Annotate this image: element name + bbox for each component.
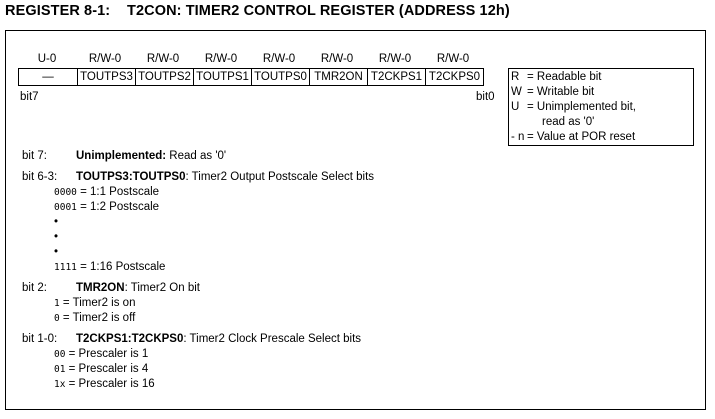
- register-bit-row: [18, 68, 484, 86]
- value-code: 1: [54, 298, 60, 309]
- access-bit2: R/W-0: [320, 53, 354, 65]
- desc-bit7-name: Unimplemented:: [76, 150, 167, 162]
- legend-writable: [511, 86, 594, 98]
- ellipsis-dot: •: [54, 246, 59, 258]
- legend-w-key: W: [511, 86, 522, 98]
- desc-bit1-0-name: T2CKPS1:T2CKPS0: [76, 333, 184, 345]
- access-bit4: R/W-0: [204, 53, 238, 65]
- value-text: = Timer2 is off: [59, 312, 136, 324]
- register-number: REGISTER 8-1:: [5, 3, 111, 19]
- bit4-cell: TOUTPS1: [193, 69, 251, 85]
- value-code: 0000: [54, 187, 77, 198]
- legend-w-text: = Writable bit: [527, 86, 595, 98]
- value-code: 1111: [54, 262, 77, 273]
- desc-bit2-body: [76, 282, 200, 294]
- desc-bit6-3-name: TOUTPS3:TOUTPS0: [76, 171, 186, 183]
- bit1-cell: T2CKPS1: [367, 69, 425, 85]
- value-code: 00: [54, 349, 66, 360]
- legend-readable: [511, 71, 602, 83]
- value-code: 0: [54, 313, 60, 324]
- desc-bit6-3-value-1111: [54, 261, 165, 273]
- legend-u-text-cont: read as '0': [542, 116, 595, 128]
- access-bit0: R/W-0: [436, 53, 470, 65]
- legend-unimplemented: [511, 101, 636, 113]
- desc-bit6-3-value-0001: [54, 201, 159, 213]
- bit7-cell: —: [42, 71, 54, 83]
- legend-n-text: = Value at POR reset: [527, 131, 636, 143]
- msb-label: bit7: [20, 91, 39, 103]
- desc-bit1-0-text: : Timer2 Clock Prescale Select bits: [183, 333, 362, 345]
- desc-bit2-text: : Timer2 On bit: [124, 282, 200, 294]
- desc-bit1-0-value-00: [54, 348, 148, 360]
- value-text: = Prescaler is 4: [65, 363, 149, 375]
- value-text: = Timer2 is on: [59, 297, 136, 309]
- register-title: [5, 3, 510, 19]
- desc-bit6-3-value-0000: [54, 186, 159, 198]
- desc-bit1-0-label: bit 1-0:: [22, 333, 58, 345]
- legend-r-key: R: [511, 71, 520, 83]
- legend-r-text: = Readable bit: [527, 71, 602, 83]
- bit5-cell: TOUTPS2: [135, 69, 193, 85]
- desc-bit1-0-value-1x: [54, 378, 155, 390]
- lsb-label: bit0: [476, 91, 495, 103]
- legend-box: [508, 68, 694, 146]
- ellipsis-dot: •: [54, 216, 59, 228]
- value-code: 0001: [54, 202, 77, 213]
- desc-bit6-3-body: [76, 171, 374, 183]
- value-code: 01: [54, 364, 66, 375]
- bit0-cell: T2CKPS0: [425, 69, 483, 85]
- desc-bit2-value-0: [54, 312, 135, 324]
- desc-bit6-3-text: : Timer2 Output Postscale Select bits: [185, 171, 375, 183]
- bit3-cell: TOUTPS0: [251, 69, 309, 85]
- legend-por: [511, 131, 635, 143]
- desc-bit2-label: bit 2:: [22, 282, 47, 294]
- value-code: 1x: [54, 379, 66, 390]
- desc-bit7-text: Read as '0': [166, 150, 227, 162]
- access-bit5: R/W-0: [146, 53, 180, 65]
- access-bit1: R/W-0: [378, 53, 412, 65]
- bit6-cell: TOUTPS3: [77, 69, 135, 85]
- ellipsis-dot: •: [54, 231, 59, 243]
- desc-bit6-3-label: bit 6-3:: [22, 171, 58, 183]
- legend-n-key: - n: [511, 131, 525, 143]
- register-title-text: T2CON: TIMER2 CONTROL REGISTER (ADDRESS 12h): [127, 3, 510, 19]
- value-text: = 1:1 Postscale: [76, 186, 160, 198]
- value-text: = 1:2 Postscale: [76, 201, 160, 213]
- legend-u-key: U: [511, 101, 520, 113]
- value-text: = Prescaler is 16: [65, 378, 155, 390]
- value-text: = 1:16 Postscale: [76, 261, 166, 273]
- access-bit6: R/W-0: [88, 53, 122, 65]
- bit2-cell: TMR2ON: [309, 69, 367, 85]
- legend-u-text: = Unimplemented bit,: [527, 101, 636, 113]
- access-bit7: U-0: [37, 53, 57, 65]
- desc-bit2-value-1: [54, 297, 135, 309]
- desc-bit2-name: TMR2ON: [76, 282, 125, 294]
- access-bit3: R/W-0: [262, 53, 296, 65]
- desc-bit7-label: bit 7:: [22, 150, 47, 162]
- desc-bit7-body: [76, 150, 226, 162]
- desc-bit1-0-value-01: [54, 363, 148, 375]
- value-text: = Prescaler is 1: [65, 348, 149, 360]
- desc-bit1-0-body: [76, 333, 361, 345]
